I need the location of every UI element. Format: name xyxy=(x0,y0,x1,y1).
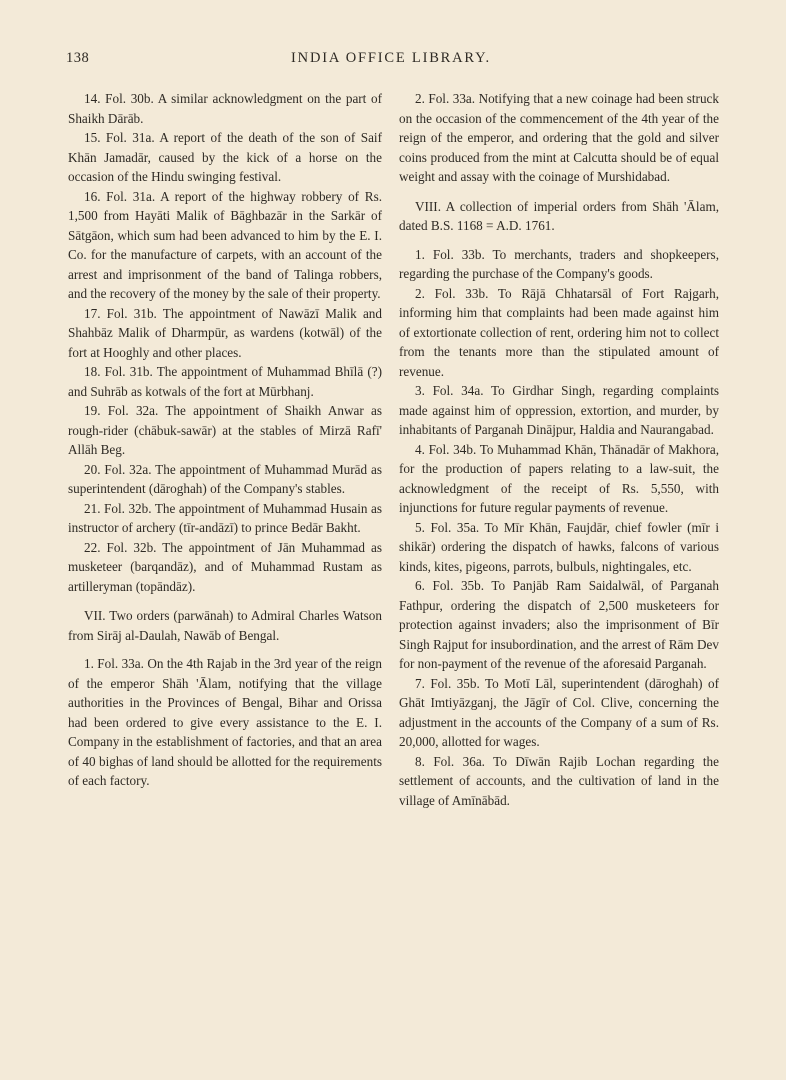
section-heading: VII. Two orders (parwānah) to Admiral Charles Watson from Sirāj al-Daulah, Nawāb of Bengal. xyxy=(68,608,382,643)
catalog-entry: 1. Fol. 33a. On the 4th Rajab in the 3rd year of the reign of the emperor Shāh 'Ālam, notifying that the village authorities in the Provinces of Bengal, Bihar and Orissa had been ordered to give every assistance to the E. I. Company in the establishment of factories, and that an area of 40 bighas of land should be allotted for the requirements of each factory. xyxy=(68,656,382,788)
page-header xyxy=(66,50,716,72)
catalog-entry: 19. Fol. 32a. The appointment of Shaikh Anwar as rough-rider (chābuk-sawār) at the stables of Mirzā Rafī' Allāh Beg. xyxy=(68,403,382,457)
catalog-entry: 15. Fol. 31a. A report of the death of the son of Saif Khān Jamadār, caused by the kick of a horse on the occasion of the Hindu swinging festival. xyxy=(68,130,382,184)
right-column xyxy=(399,89,719,810)
left-column xyxy=(68,89,382,791)
catalog-entry: 21. Fol. 32b. The appointment of Muhammad Husain as instructor of archery (tīr-andāzī) to prince Bedār Bakht. xyxy=(68,500,382,535)
catalog-entry: 18. Fol. 31b. The appointment of Muhammad Bhīlā (?) and Suhrāb as kotwals of the fort at Mūrbhanj. xyxy=(68,364,382,399)
catalog-entry: 17. Fol. 31b. The appointment of Nawāzī Malik and Shahbāz Malik of Dharmpūr, as wardens (kotwāl) of the fort at Hooghly and other places. xyxy=(68,305,382,360)
running-title: INDIA OFFICE LIBRARY. xyxy=(291,50,491,66)
catalog-entry: 20. Fol. 32a. The appointment of Muhammad Murād as superintendent (dāroghah) of the Company's stables. xyxy=(68,461,382,496)
catalog-entry: 2. Fol. 33a. Notifying that a new coinage had been struck on the occasion of the commencement of the 4th year of the reign of the emperor, and ordering that the gold and silver coins produced from the mint at Calcutta should be of equal weight and assay with the coinage of Murshidabad. xyxy=(399,91,719,184)
catalog-entry: 7. Fol. 35b. To Motī Lāl, superintendent (dāroghah) of Ghāt Imtiyāzganj, the Jāgīr of Col. Clive, concerning the adjustment in the accounts of the Company of a sum of Rs. 20,000, allotted for wages. xyxy=(399,675,719,749)
section-heading: VIII. A collection of imperial orders from Shāh 'Ālam, dated B.S. 1168 = A.D. 1761. xyxy=(399,198,719,233)
catalog-entry: 8. Fol. 36a. To Dīwān Rajib Lochan regarding the settlement of accounts, and the cultivation of land in the village of Amīnābād. xyxy=(399,753,719,808)
page-number: 138 xyxy=(66,50,90,66)
catalog-entry: 1. Fol. 33b. To merchants, traders and shopkeepers, regarding the purchase of the Company's goods. xyxy=(399,246,719,281)
catalog-entry: 16. Fol. 31a. A report of the highway robbery of Rs. 1,500 from Hayāti Malik of Bāghbazār in the Sarkār of Sātgāon, which sum had been advanced to him by the E. I. Co. for the manufacture of carpets, with an account of the arrest and imprisonment of the band of Talinga robbers, and the recovery of the money by the sale of their property. xyxy=(68,188,382,301)
catalog-entry: 6. Fol. 35b. To Panjāb Ram Saidalwāl, of Parganah Fathpur, ordering the dispatch of 2,500 musketeers for protection against invaders; also the imprisonment of Bīr Singh Rajput for insubordination, and the arrest of Rām Dev for non-payment of the revenue of the aforesaid Parganah. xyxy=(399,578,719,671)
catalog-entry: 4. Fol. 34b. To Muhammad Khān, Thānadār of Makhora, for the production of papers relating to a law-suit, the acknowledgment of the receipt of Rs. 5,550, with injunctions for future regular payments of revenue. xyxy=(399,441,719,515)
catalog-entry: 2. Fol. 33b. To Rājā Chhatarsāl of Fort Rajgarh, informing him that complaints had been made against him of extortionate collection of rent, ordering him not to collect from the tenants more than the stipulated amount of revenue. xyxy=(399,285,719,379)
catalog-entry: 3. Fol. 34a. To Girdhar Singh, regarding complaints made against him of oppression, extortion, and murder, by inhabitants of Parganah Dinājpur, Haldia and Naurangabad. xyxy=(399,383,719,437)
catalog-entry: 14. Fol. 30b. A similar acknowledgment on the part of Shaikh Dārāb. xyxy=(68,91,382,126)
catalog-entry: 5. Fol. 35a. To Mīr Khān, Faujdār, chief fowler (mīr i shikār) ordering the dispatch of hawks, falcons of various kinds, kites, pigeons, parrots, bulbuls, nightingales, etc. xyxy=(399,519,719,574)
catalog-entry: 22. Fol. 32b. The appointment of Jān Muhammad as musketeer (barqandāz), and of Muhammad Rustam as artilleryman (topāndāz). xyxy=(68,539,382,594)
